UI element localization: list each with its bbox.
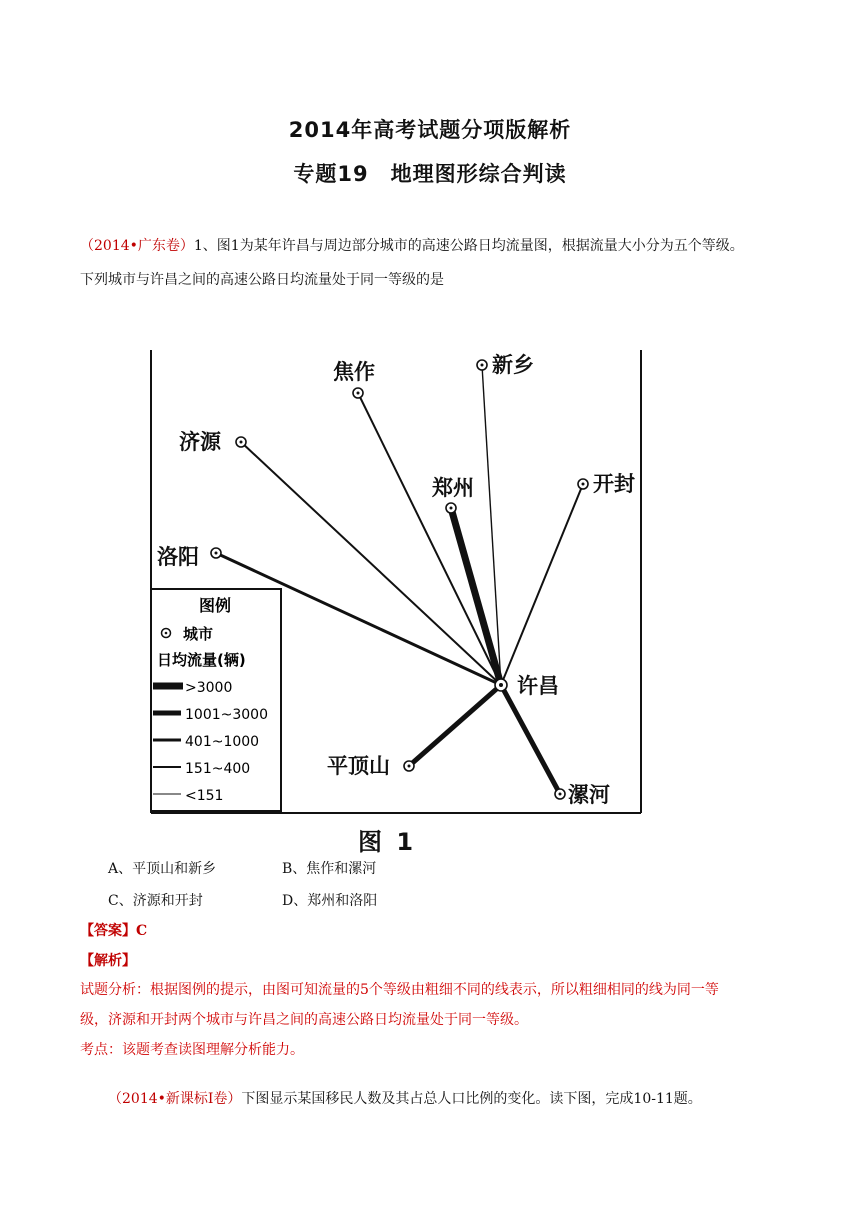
document-subtitle: 专题19 地理图形综合判读 xyxy=(293,162,567,186)
city-label-xinxiang: 新乡 xyxy=(492,353,534,377)
analysis-line-2: 级，济源和开封两个城市与许昌之间的高速公路日均流量处于同一等级。 xyxy=(80,1012,528,1028)
legend-level-3: 401~1000 xyxy=(185,734,260,750)
legend-city-label: 城市 xyxy=(183,625,214,643)
legend-title: 图例 xyxy=(199,596,232,615)
question-1-source: （2014•广东卷） xyxy=(80,238,194,254)
question-1-stem-part2: 下列城市与许昌之间的高速公路日均流量处于同一等级的是 xyxy=(80,272,444,288)
option-d: D、郑州和洛阳 xyxy=(282,893,378,909)
option-a: A、平顶山和新乡 xyxy=(108,861,217,877)
city-label-xuchang: 许昌 xyxy=(517,674,559,698)
question-2-stem xyxy=(108,1089,808,1109)
legend-level-1: >3000 xyxy=(185,680,233,696)
city-label-luoyang: 洛阳 xyxy=(157,545,199,569)
route-pingdingshan xyxy=(409,685,501,766)
legend-flow-title: 日均流量(辆) xyxy=(157,651,246,669)
question-1-stem-part1: 1、图1为某年许昌与周边部分城市的高速公路日均流量图，根据流量大小分为五个等级。 xyxy=(193,238,744,254)
option-b: B、焦作和漯河 xyxy=(282,861,377,877)
city-label-pingdingshan: 平顶山 xyxy=(327,754,390,778)
answer-label: 【答案】C xyxy=(80,923,148,939)
map-legend xyxy=(151,589,281,811)
city-label-luohe: 漯河 xyxy=(568,783,610,807)
figure-1-map xyxy=(135,345,655,835)
analysis-line-1: 试题分析：根据图例的提示，由图可知流量的5个等级由粗细不同的线表示，所以粗细相同的线为同一等 xyxy=(80,982,719,998)
city-label-jiaozuo: 焦作 xyxy=(333,360,375,384)
route-luohe xyxy=(501,685,560,794)
legend-level-5: <151 xyxy=(185,788,224,804)
document-title: 2014年高考试题分项版解析 xyxy=(288,118,572,142)
legend-level-4: 151~400 xyxy=(185,761,251,777)
legend-level-2: 1001~3000 xyxy=(185,707,268,723)
question-2-source: （2014•新课标Ⅰ卷） xyxy=(108,1091,242,1107)
route-kaifeng xyxy=(501,484,583,685)
question-2-stem-text: 下图显示某国移民人数及其占总人口比例的变化。读下图，完成10-11题。 xyxy=(241,1091,702,1107)
kaodian-text: 考点：该题考查读图理解分析能力。 xyxy=(80,1042,304,1058)
city-label-zhengzhou: 郑州 xyxy=(432,476,474,500)
city-label-kaifeng: 开封 xyxy=(593,472,635,496)
route-jiaozuo xyxy=(358,393,501,685)
analysis-label: 【解析】 xyxy=(80,953,136,969)
figure-1-caption: 图 1 xyxy=(358,828,417,856)
option-c: C、济源和开封 xyxy=(108,893,203,909)
city-label-jiyuan: 济源 xyxy=(179,430,221,454)
question-1-stem xyxy=(80,236,800,256)
